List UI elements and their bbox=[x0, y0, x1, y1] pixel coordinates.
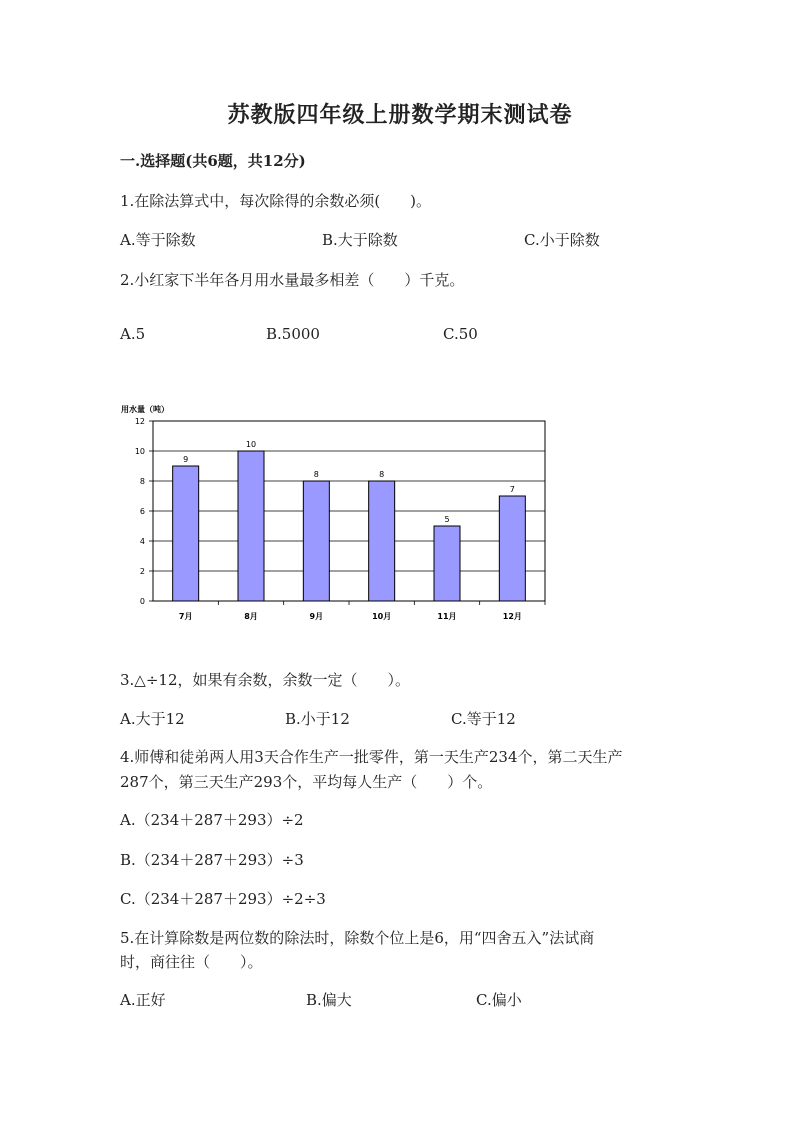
bar bbox=[303, 481, 329, 601]
question-2: 2.小红家下半年各月用水量最多相差（ ）千克。 bbox=[120, 271, 465, 289]
bar-value-label: 10 bbox=[245, 440, 257, 449]
section-heading: 一.选择题(共6题，共12分) bbox=[120, 152, 306, 170]
q3-option-a: A.大于12 bbox=[120, 710, 185, 728]
q2-option-a: A.5 bbox=[120, 325, 146, 343]
y-tick-label: 8 bbox=[139, 477, 145, 486]
q4-option-b: B.（234＋287＋293）÷3 bbox=[120, 851, 304, 869]
bar bbox=[238, 451, 264, 601]
question-4-line-2: 287个，第三天生产293个，平均每人生产（ ）个。 bbox=[120, 773, 493, 791]
y-tick-label: 6 bbox=[139, 507, 145, 516]
bar-value-label: 7 bbox=[509, 485, 515, 494]
bar-value-label: 8 bbox=[313, 470, 319, 479]
x-category-label: 10月 bbox=[372, 612, 392, 621]
bar bbox=[499, 496, 525, 601]
q2-option-b: B.5000 bbox=[266, 325, 320, 343]
x-category-label: 9月 bbox=[309, 612, 324, 621]
q3-option-c: C.等于12 bbox=[451, 710, 516, 728]
q4-option-a: A.（234＋287＋293）÷2 bbox=[120, 811, 304, 829]
question-3: 3.△÷12，如果有余数，余数一定（ ）。 bbox=[120, 671, 411, 689]
water-usage-chart bbox=[115, 395, 555, 630]
bar-value-label: 5 bbox=[444, 515, 450, 524]
bar bbox=[173, 466, 199, 601]
q5-option-c: C.偏小 bbox=[476, 991, 522, 1009]
q4-option-c: C.（234＋287＋293）÷2÷3 bbox=[120, 890, 326, 908]
bar bbox=[369, 481, 395, 601]
question-5-line-2: 时，商往往（ ）。 bbox=[120, 953, 263, 971]
x-category-label: 8月 bbox=[244, 612, 258, 621]
chart-ylabel: 用水量（吨） bbox=[121, 405, 169, 414]
question-4-line-1: 4.师傅和徒弟两人用3天合作生产一批零件，第一天生产234个，第二天生产 bbox=[120, 748, 623, 766]
y-tick-label: 12 bbox=[134, 417, 145, 426]
q1-option-c: C.小于除数 bbox=[524, 231, 600, 249]
y-tick-label: 0 bbox=[139, 597, 145, 606]
question-5-line-1: 5.在计算除数是两位数的除法时，除数个位上是6，用“四舍五入”法试商 bbox=[120, 929, 595, 947]
q5-option-a: A.正好 bbox=[120, 991, 166, 1009]
bar bbox=[434, 526, 460, 601]
question-1: 1.在除法算式中，每次除得的余数必须( )。 bbox=[120, 192, 432, 210]
y-tick-label: 4 bbox=[139, 537, 145, 546]
bar-value-label: 9 bbox=[183, 455, 189, 464]
bar-value-label: 8 bbox=[379, 470, 385, 479]
x-category-label: 12月 bbox=[502, 612, 522, 621]
page-title: 苏教版四年级上册数学期末测试卷 bbox=[227, 102, 573, 128]
x-category-label: 11月 bbox=[437, 612, 457, 621]
y-tick-label: 10 bbox=[134, 447, 145, 456]
q1-option-a: A.等于除数 bbox=[120, 231, 196, 249]
q1-option-b: B.大于除数 bbox=[322, 231, 398, 249]
x-category-label: 7月 bbox=[178, 612, 193, 621]
y-tick-label: 2 bbox=[139, 567, 145, 576]
q5-option-b: B.偏大 bbox=[306, 991, 352, 1009]
q2-option-c: C.50 bbox=[443, 325, 478, 343]
q3-option-b: B.小于12 bbox=[285, 710, 350, 728]
